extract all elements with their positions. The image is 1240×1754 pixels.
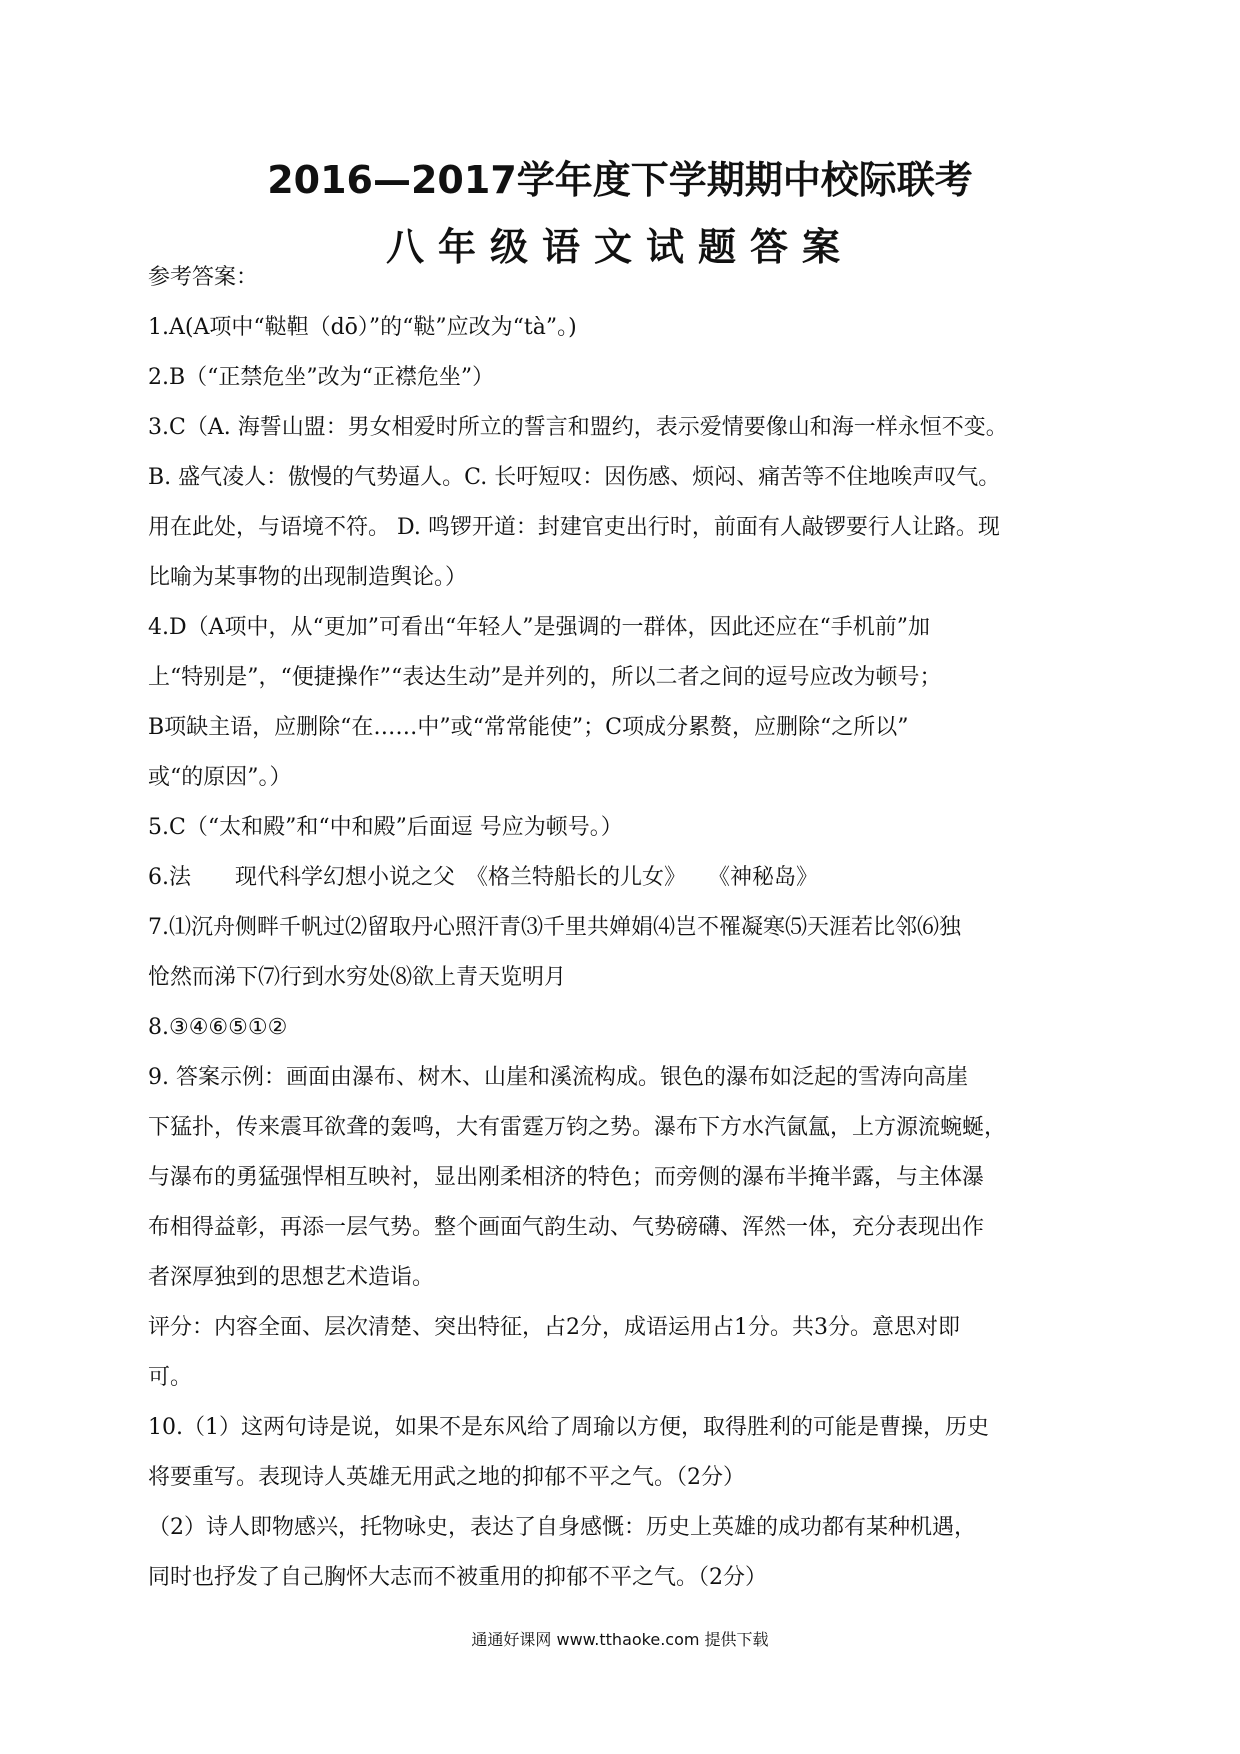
- answer-line: （2）诗人即物感兴，托物咏史，表达了自身感慨：历史上英雄的成功都有某种机遇，: [148, 1515, 976, 1540]
- answer-line: 比喻为某事物的出现制造舆论。）: [148, 565, 468, 590]
- answer-line: 布相得益彰，再添一层气势。整个画面气韵生动、气势磅礴、浑然一体，充分表现出作: [148, 1215, 985, 1240]
- answer-line: 与瀑布的勇猛强悍相互映衬，显出刚柔相济的特色；而旁侧的瀑布半掩半露，与主体瀑: [148, 1165, 985, 1190]
- answer-line: 或“的原因”。）: [148, 765, 292, 790]
- answer-line: 3.C（A. 海誓山盟：男女相爱时所立的誓言和盟约，表示爱情要像山和海一样永恒不变。: [148, 415, 1008, 440]
- answer-line: 下猛扑，传来震耳欲聋的轰鸣，大有雷霆万钧之势。瀑布下方水汽氤氲，上方源流蜿蜒，: [148, 1115, 1007, 1140]
- answer-line: 4.D（A项中，从“更加”可看出“年轻人”是强调的一群体，因此还应在“手机前”加: [148, 615, 931, 640]
- answer-line: 8.③④⑥⑤①②: [148, 1015, 288, 1040]
- answer-line: 7.⑴沉舟侧畔千帆过⑵留取丹心照汗青⑶千里共婵娟⑷岂不罹凝寒⑸天涯若比邻⑹独: [148, 915, 961, 940]
- answer-line: 者深厚独到的思想艺术造诣。: [148, 1265, 435, 1290]
- answer-line: 上“特别是”，“便捷操作”“表达生动”是并列的，所以二者之间的逗号应改为顿号；: [148, 665, 942, 690]
- scoring-line: 评分：内容全面、层次清楚、突出特征，占2分，成语运用占1分。共3分。意思对即: [148, 1315, 960, 1340]
- section-heading: 参考答案：: [148, 265, 259, 290]
- answer-line: 将要重写。表现诗人英雄无用武之地的抑郁不平之气。（2分）: [148, 1465, 745, 1490]
- answer-line: 用在此处，与语境不符。 D. 鸣锣开道：封建官吏出行时，前面有人敲锣要行人让路。现: [148, 515, 1000, 540]
- document-subtitle: 八年级语文试题答案: [385, 225, 854, 269]
- answer-line: 9. 答案示例：画面由瀑布、树木、山崖和溪流构成。银色的瀑布如泛起的雪涛向高崖: [148, 1065, 968, 1090]
- answer-line: 10.（1）这两句诗是说，如果不是东风给了周瑜以方便，取得胜利的可能是曹操，历史: [148, 1415, 989, 1440]
- scoring-line: 可。: [148, 1365, 193, 1390]
- answer-line: 怆然而涕下⑺行到水穷处⑻欲上青天览明月: [148, 965, 567, 990]
- answer-line: 5.C（“太和殿”和“中和殿”后面逗 号应为顿号。）: [148, 815, 623, 840]
- answer-line: B项缺主语，应删除“在……中”或“常常能使”；C项成分累赘，应删除“之所以”: [148, 715, 909, 740]
- answer-body: [148, 253, 1098, 1603]
- answer-line: B. 盛气凌人：傲慢的气势逼人。C. 长吁短叹：因伤感、烦闷、痛苦等不住地唉声叹气。: [148, 465, 1001, 490]
- answer-line: 同时也抒发了自己胸怀大志而不被重用的抑郁不平之气。（2分）: [148, 1565, 767, 1590]
- page-footer: 通通好课网 www.tthaoke.com 提供下载: [471, 1630, 769, 1649]
- document-title: 2016—2017学年度下学期期中校际联考: [267, 158, 973, 202]
- answer-line: 2.B（“正禁危坐”改为“正襟危坐”）: [148, 365, 495, 390]
- answer-line: 1.A(A项中“鞑靼（dō）”的“鞑”应改为“tà”。): [148, 315, 577, 340]
- answer-line: 6.法 现代科学幻想小说之父 《格兰特船长的儿女》 《神秘岛》: [148, 865, 818, 890]
